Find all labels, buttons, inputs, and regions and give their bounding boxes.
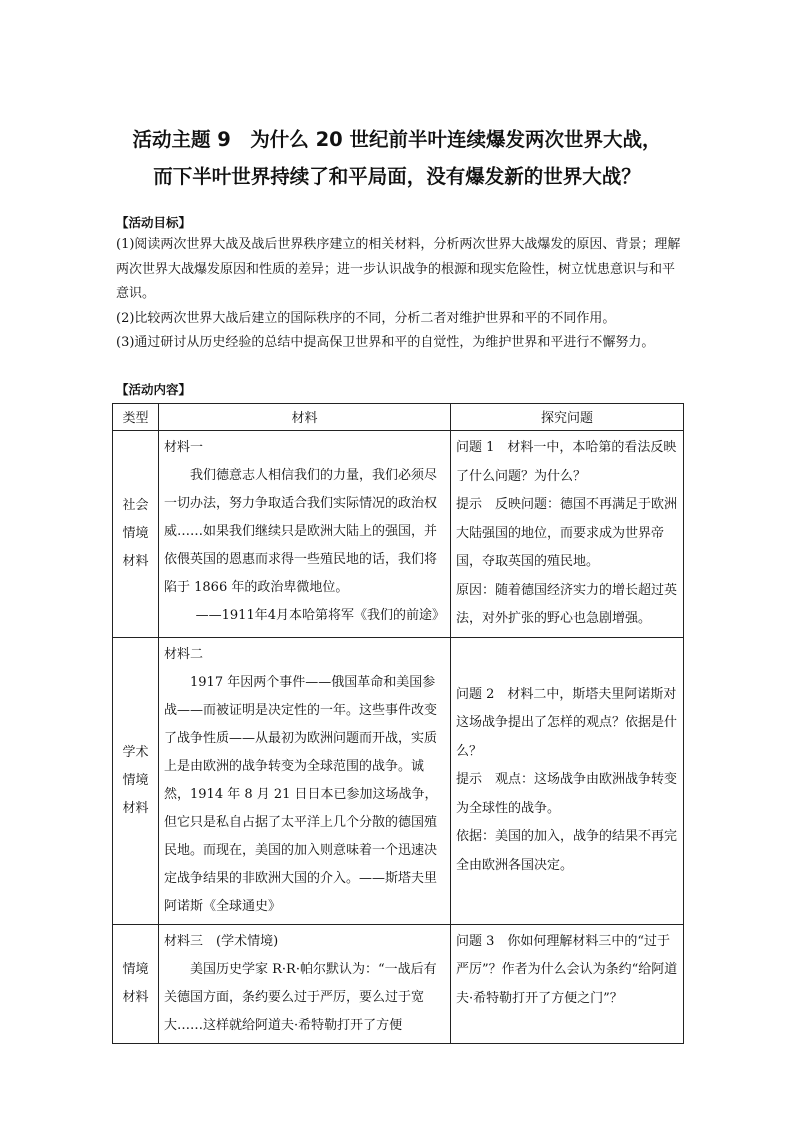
- table-row: [113, 431, 684, 638]
- row-material-cell: [159, 924, 451, 1043]
- row-material-cell: [159, 431, 451, 638]
- table-row: [113, 637, 684, 924]
- material-title: 材料三 (学术情境): [164, 933, 279, 949]
- goal-item-2: (2)比较两次世界大战后建立的国际秩序的不同，分析二者对维护世界和平的不同作用。: [116, 310, 616, 326]
- basis-line: 依据：美国的加入，战争的结果不再完全由欧洲各国决定。: [456, 829, 678, 873]
- header-type: 类型: [113, 404, 159, 431]
- goal-item-1: (1)阅读两次世界大战及战后世界秩序建立的相关材料，分析两次世界大战爆发的原因、背景；理解两次世界大战爆发原因和性质的差异；进一步认识战争的根源和现实危险性，树立忧患意识与和平意识。: [116, 237, 681, 301]
- page-title-line-1: 活动主题 9 为什么 20 世纪前半叶连续爆发两次世界大战，: [132, 128, 662, 151]
- material-source: ——1911年4月本哈第将军《我们的前途》: [195, 608, 445, 623]
- question-line: 问题 3 你如何理解材料三中的“过于严厉”？作者为什么会认为条约“给阿道夫·希特勒打开了方便之门”？: [456, 933, 678, 1006]
- header-question: 探究问题: [451, 404, 684, 431]
- hint-line: 提示 观点：这场战争由欧洲战争转变为全球性的战争。: [456, 772, 678, 816]
- activity-table: [112, 403, 684, 1044]
- goals-heading: 【活动目标】: [116, 215, 192, 230]
- header-material: 材料: [159, 404, 451, 431]
- material-body: 1917 年因两个事件——俄国革命和美国参战——而被证明是决定性的一年。这些事件改变了战争性质——从最初为欧洲问题而开战，实质上是由欧洲的战争转变为全球范围的战争。诚然，1914 年 8 月 21 日日本已参加这场战争，但它只是私自占据了太平洋上几个分散的德国殖民地。而现在，美国的加入则意味着一个迅速决定战争结果的非欧洲大国的介入。——斯塔夫里阿诺斯《全球通史》: [164, 674, 438, 914]
- goals-list: [116, 233, 682, 356]
- page-title-line-2: 而下半叶世界持续了和平局面，没有爆发新的世界大战？: [153, 165, 641, 188]
- reason-line: 原因：随着德国经济实力的增长超过英法，对外扩张的野心也急剧增强。: [456, 582, 678, 626]
- row-question-cell: [451, 924, 684, 1043]
- table-header-row: [113, 404, 684, 431]
- goal-item-3: (3)通过研讨从历史经验的总结中提高保卫世界和平的自觉性，为维护世界和平进行不懈努力。: [116, 335, 655, 350]
- material-title: 材料一: [164, 440, 204, 455]
- row-question-cell: [451, 431, 684, 638]
- question-line: 问题 1 材料一中，本哈第的看法反映了什么问题？为什么？: [456, 440, 677, 484]
- row-question-cell: [451, 637, 684, 924]
- table-row: [113, 924, 684, 1043]
- question-line: 问题 2 材料二中，斯塔夫里阿诺斯对这场战争提出了怎样的观点？依据是什么？: [456, 686, 678, 759]
- row-type-cell: 社会 情境 材料: [113, 431, 159, 638]
- material-title: 材料二: [164, 646, 204, 662]
- material-body: 美国历史学家 R·R·帕尔默认为：“一战后有关德国方面，条约要么过于严厉，要么过于宽大……这样就给阿道夫·希特勒打开了方便: [164, 961, 437, 1033]
- row-material-cell: [159, 637, 451, 924]
- content-heading: 【活动内容】: [116, 382, 192, 397]
- hint-line: 提示 反映问题：德国不再满足于欧洲大陆强国的地位，而要求成为世界帝国，夺取英国的殖民地。: [456, 497, 678, 569]
- row-type-cell: 学术 情境 材料: [113, 637, 159, 924]
- row-type-cell: 情境 材料: [113, 924, 159, 1043]
- material-body: 我们德意志人相信我们的力量，我们必须尽一切办法，努力争取适合我们实际情况的政治权威……如果我们继续只是欧洲大陆上的强国，并依偎英国的恩惠而求得一些殖民地的话，我们将陷于 1866 年的政治卑微地位。: [164, 468, 438, 595]
